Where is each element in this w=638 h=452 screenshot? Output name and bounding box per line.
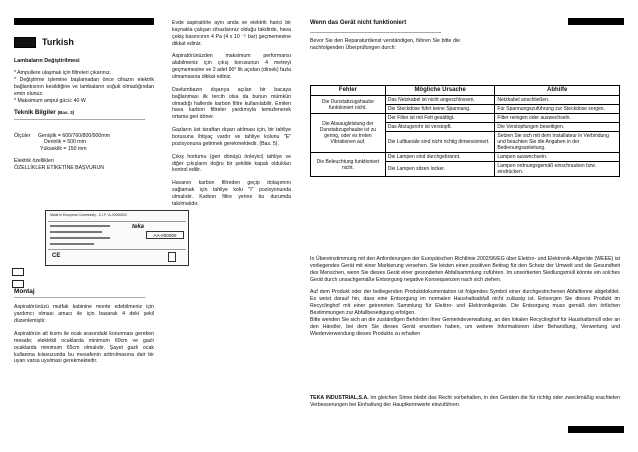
lamp-paragraph-3: * Maksimum ampul gücü: 40 W [14,97,86,104]
german-header [310,20,460,52]
dimension-width: Genişlik = 600/760/800/900mm [38,132,110,139]
middle-paragraph-4: Gazların üst taraftan dışarı atılması için, bir tahliye borusuna ihtiyaç vardır ve tahliye kolunu "E" pozisyonuna getirmek gerekmektedir. (Bas. 5). [172,127,291,147]
language-title: Turkish [42,37,74,47]
ursache-cell: Das Abzugsrohr ist verstopft. [385,123,495,132]
label-code: AA-000000 [153,233,177,238]
electric-line-2: ÖZELLİKLER ETİKETİNE BAŞVURUN [14,165,104,172]
language-marker [14,37,36,48]
weee-paragraph-2: Auf dem Produkt oder der beiliegenden Produktdokumentation ist folgendes Symbol einer durchgestrichenen Abfalltonne abgebildet. Es weist darauf hin, dass eine Entsorgung im normalen Haushaltsabfall nicht zulässig ist. Entsorgen Sie dieses Produkt im Recyclinghof mit einer getrennten Sammlung für Elektro- und Elektronikgeräte. Die Entsorgung muss gemäß den örtlichen Bestimmungen zur Abfallbeseitigung erfolgen. [310,289,620,317]
label-icon-1 [12,268,24,276]
german-intro: Bevor Sie den Reparaturdienst verständigen, führen Sie bitte die nachfolgenden Überprüfungen durch: [310,37,460,51]
montaj-dashes: ------------------------------------------------------------------------------------------------ [14,296,146,302]
footer-brand: TEKA INDUSTRIAL,S.A. [310,395,369,401]
abhilfe-cell: Filter reinigen oder auswechseln. [495,114,620,123]
abhilfe-cell: Lampen auswechseln. [495,153,620,162]
abhilfe-cell: Setzen Sie sich mit dem Installateur in Verbindung und beachten Sie die Angaben in der Bedienungsanleitung. [495,132,620,153]
weee-paragraph-1: In Übereinstimmung mit den Anforderungen der Europäischen Richtlinie 2002/96/EG über Elektro- und Elektronik-Altgeräte (WEEE) ist vorliegendes Gerät mit einer Markierung versehen. Sie leisten einen positiven Beitrag für den Schutz der Umwelt und die Gesundheit des Menschen, wenn Sie dieses Gerät einer gesonderten Abfallsammlung zuführen. Im unsortierten Siedlungsmüll könnte ein solches Gerät durch unsachgemäße Entsorgung negative Konsequenzen nach sich ziehen. [310,256,620,283]
middle-paragraph-5: Çıkış hortumu (geri dönüşü önleyici) tahliye ve diğer çıkışların doğru bir şekilde kapalı oldukları kontrol edilir. [172,153,291,174]
abhilfe-cell: Für Spannungszuführung zur Steckdose sorgen. [495,105,620,114]
fehler-cell: Die Absaugleistung der Dunstabzugshaube ist zu gering, oder es treten Vibrationen auf. [311,114,386,153]
montaj-column [14,288,154,365]
dimension-depth: Derinlik = 500 mm [44,139,86,146]
fehler-cell: Die Beleuchtung funktioniert nicht. [311,153,386,177]
ursache-cell: Die Lampen sind durchgebrannt. [385,153,495,162]
weee-bin-icon [168,252,176,262]
dimensions-block [14,133,154,154]
top-bar-left [14,18,154,25]
ursache-cell: Die Luftkanäle sind nicht richtig dimensioniert. [385,132,495,153]
top-bar-right [568,18,624,25]
abhilfe-cell: Die Verstopfungen beseitigen. [495,123,620,132]
lamp-paragraph-2: * Değiştirme işlemine başlamadan önce cihazın elektrik bağlantısının kesildiğine ve lambaların soğuk olmadığından emin olunuz. [14,76,154,97]
table-row [311,153,620,162]
middle-column [172,20,291,208]
tech-section-title [14,109,154,117]
montaj-paragraph-2: Aspiratörün alt kısmı ile ocak arasındaki korunması gereken mesafe; elektrikli ocaklarda minimum 60cm ve gazlı ocaklarda minimum 65cm olmalıdır. Şayet gazlı ocak kullanma kılavuzunda bu mesafenin arttırılmasına dair bir uyarı varsa uyulması gerekmektedir. [14,331,154,365]
fault-table [310,85,620,177]
footer-text: Im gleichen Sinne bleibt das Recht vorbehalten, in den Geräten die für richtig oder zweckmäßig erachteten Verbesserungen bei Einhaltung der Hauptkennwerte einzuführen. [310,395,620,408]
ursache-cell: Der Filter ist mit Fett gesättigt. [385,114,495,123]
ursache-cell: Das Netzkabel ist nicht angeschlossen. [385,96,495,105]
label-made-in: Made in European Community - C.I.F.: A-20000002 [50,213,127,217]
label-brand: teka [132,224,145,230]
middle-paragraph-6: Havanın karbon filtreden geçip dolaşımını sağlamak için tahliye kolu "I" pozisyonunda olmalıdır. Karbon filtre yerine bu durumda takılmalıdır. [172,180,291,207]
tech-title: Teknik Bilgiler [14,109,56,117]
tech-fig-ref: (Bas. 3) [57,110,75,116]
ursache-cell: Die Lampen sitzen locker. [385,162,495,177]
header-ursache: Mögliche Ursache [385,86,495,96]
weee-block [310,256,620,337]
middle-paragraph-1: Evde aspiratörle aynı anda ve elektrik harici bir kaynakla çalışan cihazlarınız olduğu takdirde, hava çekiş basıncının 4 Pa (4 x 10 ⁻⁵ bar) geçmemesine dikkat ediniz. [172,20,291,47]
german-title: Wenn das Gerät nicht funktioniert [310,20,407,26]
footer-block [310,395,620,409]
rating-label-image [45,210,189,266]
abhilfe-cell: Netzkabel anschließen. [495,96,620,105]
montaj-title: Montaj [14,288,35,295]
tech-dashes: ------------------------------------------------------------------------------------------------ [14,117,146,123]
electric-line-1: Elektrik özellikleri [14,158,54,165]
ce-mark-icon: CE [52,253,61,259]
ursache-cell: Die Steckdose führt keine Spannung. [385,105,495,114]
abhilfe-cell: Lampen ordnungsgemäß einschrauben bzw. eindrücken. [495,162,620,177]
label-icon-2 [12,280,24,288]
weee-paragraph-3: Bitte wenden Sie sich an die zuständigen Behörden Ihrer Gemeindeverwaltung, an den lokalen Recyclinghof für Haushaltsmüll oder an den Händler, bei dem Sie dieses Gerät erworben haben, um weitere Informationen über Behandlung, Verwertung und Wiederverwendung dieses Produkts zu erhalten [310,316,620,337]
header-abhilfe: Abhilfe [495,86,620,96]
bottom-bar-right [568,426,624,433]
middle-paragraph-3: Davlumbazın dışarıya açılan bir bacaya bağlanması ilk tercih olsa da bunun mümkün olmadığı hallerde karbon filtre kullanılabilir. Emilen hava karbon filtreler yardımıyla temizlenerek ortama geri döner. [172,86,291,121]
montaj-paragraph-1: Aspiratörünüzü mutfak kabinine monte edebilmeniz için yardımcı olması amacı ile için basarak 4 deki şekil düzenlemiştir. [14,304,154,325]
header-fehler: Fehler [311,86,386,96]
dimension-height: Yükseklik = 150 mm [40,146,87,153]
lamp-section-title: Lambaların Değiştirilmesi [14,58,80,64]
fehler-cell: Die Dunstabzugshaube funktioniert nicht. [311,96,386,114]
dimensions-label: Ölçüler [14,132,31,139]
german-dashes: ------------------------------------------------------------------------------------------------ [310,30,442,36]
lamp-paragraph-1: * Ampullere ulaşmak için filtreleri çıkarınız. [14,70,112,77]
middle-paragraph-2: Aspiratörünüzden maksimum performansı alabilmeniz için çıkış borusunun 4 metreyi geçmemesine ve 2 adet 90° lik açıdan (dirsek) fazla olmamasına dikkat ediniz. [172,53,291,81]
fault-table-header [311,86,620,96]
table-row [311,114,620,123]
table-row [311,96,620,105]
turkish-column [14,58,154,172]
label-code-box [146,231,184,239]
